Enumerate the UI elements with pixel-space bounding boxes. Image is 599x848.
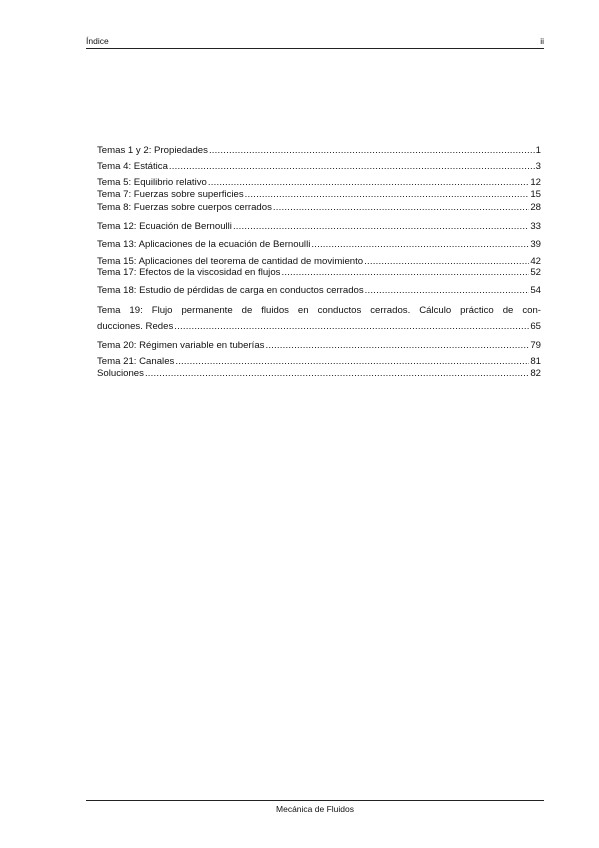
toc-entry-title: Tema 4: Estática	[97, 161, 168, 172]
toc-entry-title: Tema 12: Ecuación de Bernoulli	[97, 221, 232, 232]
toc-entry-page: 54	[530, 285, 541, 296]
toc-entry[interactable]	[97, 239, 541, 251]
toc-leader-dots	[174, 321, 529, 333]
toc-entry[interactable]	[97, 340, 541, 352]
toc-entry[interactable]	[97, 256, 541, 268]
toc-leader-dots	[169, 161, 535, 173]
toc-entry[interactable]	[97, 221, 541, 233]
footer-title: Mecánica de Fluidos	[276, 804, 354, 814]
toc-entry-title: Tema 21: Canales	[97, 356, 175, 367]
toc-leader-dots	[311, 239, 529, 251]
toc-leader-dots	[209, 145, 535, 157]
toc-leader-dots	[145, 368, 529, 380]
toc-leader-dots	[364, 256, 529, 268]
toc-leader-dots	[365, 285, 530, 297]
toc-entry-page: 15	[530, 189, 541, 200]
toc-leader-dots	[175, 356, 529, 368]
toc-entry-title: Soluciones	[97, 368, 144, 379]
page-footer	[86, 800, 544, 814]
toc-entry[interactable]	[97, 161, 541, 173]
toc-entry-page: 33	[530, 221, 541, 232]
toc-entry[interactable]	[97, 356, 541, 368]
toc-entry-page: 42	[530, 256, 541, 267]
toc-entry-title: Tema 15: Aplicaciones del teorema de cantidad de movimiento	[97, 256, 364, 267]
toc-entry-page: 3	[535, 161, 541, 172]
toc-leader-dots	[233, 221, 529, 233]
toc-entry-page: 1	[535, 145, 541, 156]
toc-entry-title: Temas 1 y 2: Propiedades	[97, 145, 208, 156]
toc-entry-page: 12	[530, 177, 541, 188]
toc-leader-dots	[245, 189, 530, 201]
toc-entry-title: Tema 7: Fuerzas sobre superficies	[97, 189, 244, 200]
toc-entry[interactable]	[97, 202, 541, 214]
toc-leader-dots	[273, 202, 529, 214]
toc-entry-title: Tema 8: Fuerzas sobre cuerpos cerrados	[97, 202, 272, 213]
toc-leader-dots	[208, 177, 529, 189]
toc-entry-page: 28	[530, 202, 541, 213]
toc-entry-title: Tema 17: Efectos de la viscosidad en flujos	[97, 267, 281, 278]
toc-entry-page: 39	[530, 239, 541, 250]
toc-entry-page: 82	[530, 368, 541, 379]
toc-entry-page: 81	[530, 356, 541, 367]
toc-entry[interactable]	[97, 177, 541, 189]
page-header	[86, 36, 544, 49]
toc-entry-title-line2: ducciones. Redes	[97, 320, 174, 332]
toc-leader-dots	[281, 267, 529, 279]
toc-entry[interactable]	[97, 145, 541, 157]
toc-entry[interactable]	[97, 368, 541, 380]
toc-entry-title: Tema 20: Régimen variable en tuberías	[97, 340, 265, 351]
toc-entry-page: 65	[530, 320, 541, 332]
toc-entry-title: Tema 18: Estudio de pérdidas de carga en conductos cerrados	[97, 285, 364, 296]
toc-entry[interactable]	[97, 305, 541, 332]
toc-entry-title: Tema 13: Aplicaciones de la ecuación de Bernoulli	[97, 239, 311, 250]
toc-entry[interactable]	[97, 189, 541, 201]
toc-entry[interactable]	[97, 267, 541, 279]
toc-entry-title: Tema 5: Equilibrio relativo	[97, 177, 207, 188]
toc-entry-title-line1: Tema 19: Flujo permanente de fluidos en conductos cerrados. Cálculo práctico de con-	[97, 305, 541, 316]
toc-entry-page: 79	[530, 340, 541, 351]
header-section-title: Índice	[86, 36, 109, 46]
toc-entry[interactable]	[97, 285, 541, 297]
toc-entry-page: 52	[530, 267, 541, 278]
header-page-number: ii	[540, 36, 544, 46]
toc-leader-dots	[265, 340, 529, 352]
